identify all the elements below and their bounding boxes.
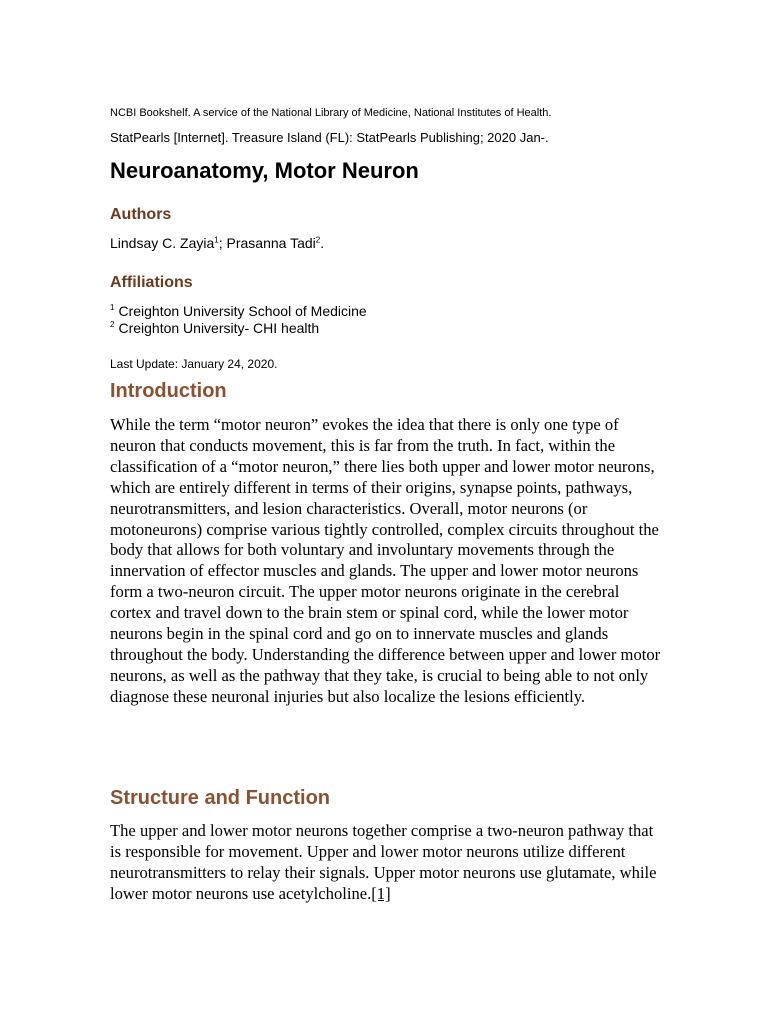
affiliation-text: Creighton University- CHI health: [118, 320, 320, 336]
page-title: Neuroanatomy, Motor Neuron: [110, 158, 419, 183]
author-separator: .: [320, 235, 325, 251]
reference-link[interactable]: [1]: [371, 883, 391, 903]
authors-heading: Authors: [110, 206, 172, 223]
author-list: [110, 235, 324, 251]
structure-paragraph: [110, 821, 662, 905]
structure-heading: Structure and Function: [110, 787, 330, 809]
affiliation-marker: 2: [110, 320, 115, 330]
structure-text: The upper and lower motor neurons together comprise a two-neuron pathway that is responsible for movement. Upper and lower motor neurons utilize different neurotransmitters to relay their signals. Upper motor neurons use glutamate, while lower motor neurons use acetylcholine.: [110, 821, 657, 903]
last-update: Last Update: January 24, 2020.: [110, 357, 278, 371]
affiliation-text: Creighton University School of Medicine: [118, 303, 367, 319]
source-line: NCBI Bookshelf. A service of the National Library of Medicine, National Institutes of Health.: [110, 107, 552, 119]
affiliation-marker: 1: [110, 303, 115, 313]
introduction-heading: Introduction: [110, 380, 227, 402]
author-separator: ;: [218, 235, 227, 251]
author-name: Prasanna Tadi: [226, 235, 316, 251]
citation-line: StatPearls [Internet]. Treasure Island (FL): StatPearls Publishing; 2020 Jan-.: [110, 130, 549, 145]
affiliation-item: [110, 320, 319, 336]
affiliation-item: [110, 303, 367, 319]
author-affiliation-marker: 2: [315, 235, 321, 245]
introduction-paragraph: While the term “motor neuron” evokes the idea that there is only one type of neuron that conducts movement, this is far from the truth. In fact, within the classification of a “motor neuron,” there lies both upper and lower motor neurons, which are entirely different in terms of their origins, synapse points, pathways, neurotransmitters, and lesion characteristics. Overall, motor neurons (or motoneurons) comprise various tightly controlled, complex circuits throughout the body that allows for both voluntary and involuntary movements through the innervation of effector muscles and glands. The upper and lower motor neurons form a two-neuron circuit. The upper motor neurons originate in the cerebral cortex and travel down to the brain stem or spinal cord, while the lower motor neurons begin in the spinal cord and go on to innervate muscles and glands throughout the body. Understanding the difference between upper and lower motor neurons, as well as the pathway that they take, is crucial to being able to not only diagnose these neuronal injuries but also localize the lesions efficiently.: [110, 415, 661, 706]
author-name: Lindsay C. Zayia: [110, 235, 215, 251]
affiliations-heading: Affiliations: [110, 274, 193, 291]
author-affiliation-marker: 1: [214, 235, 219, 245]
